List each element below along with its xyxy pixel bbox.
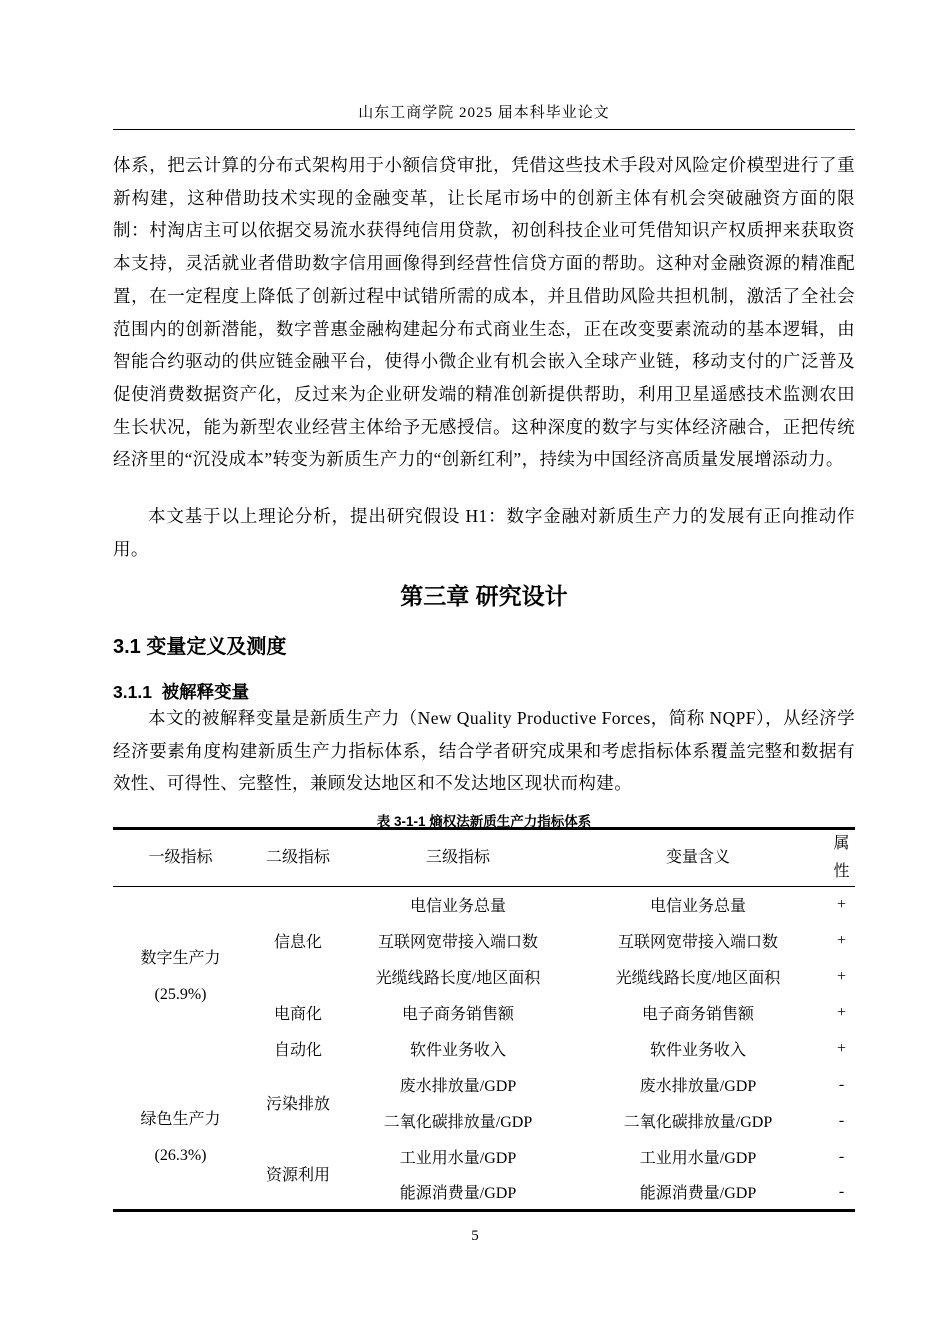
chapter-heading: 第三章 研究设计: [400, 583, 568, 609]
meaning-cell: 电子商务销售额: [641, 1006, 754, 1023]
level1-group-name: 绿色生产力: [140, 1110, 221, 1128]
meaning-cell: 软件业务收入: [649, 1042, 746, 1059]
col-header-meaning: 变量含义: [568, 829, 828, 887]
attribute-cell: +: [836, 931, 847, 949]
indicator-cell: 废水排放量/GDP: [399, 1078, 517, 1095]
page-number: 5: [471, 1228, 479, 1244]
table-caption: 表 3-1-1 熵权法新质生产力指标体系: [376, 814, 592, 829]
level1-group-green: [113, 1067, 248, 1211]
meaning-cell: 二氧化碳排放量/GDP: [623, 1114, 773, 1131]
page-header: [113, 101, 855, 130]
attribute-cell: -: [838, 1111, 845, 1129]
meaning-cell: 工业用水量/GDP: [639, 1150, 757, 1167]
indicator-cell: 电信业务总量: [409, 898, 506, 916]
level2-group-automation: 自动化: [273, 1042, 322, 1059]
indicator-cell: 软件业务收入: [409, 1042, 506, 1059]
indicator-cell: 光缆线路长度/地区面积: [375, 970, 541, 987]
table-row: [113, 1067, 855, 1103]
level1-group-digital: [113, 887, 248, 1067]
meaning-cell: 互联网宽带接入端口数: [617, 934, 778, 951]
col-header-level3: 三级指标: [348, 829, 568, 887]
body-paragraph-continuation: 体系，把云计算的分布式架构用于小额信贷审批，凭借这些技术手段对风险定价模型进行了重新构建，这种借助技术实现的金融变革，让长尾市场中的创新主体有机会突破融资方面的限制：村淘店主可以依据交易流水获得纯信用贷款，初创科技企业可凭借知识产权质押来获取资本支持，灵活就业者借助数字信用画像得到经营性信贷方面的帮助。这种对金融资源的精准配置，在一定程度上降低了创新过程中试错所需的成本，并且借助风险共担机制，激活了全社会范围内的创新潜能，数字普惠金融构建起分布式商业生态，正在改变要素流动的基本逻辑，由智能合约驱动的供应链金融平台，使得小微企业有机会嵌入全球产业链，移动支付的广泛普及促使消费数据资产化，反过来为企业研发端的精准创新提供帮助，利用卫星遥感技术监测农田生长状况，能为新型农业经营主体给予无感授信。这种深度的数字与实体经济融合，正把传统经济里的“沉没成本”转变为新质生产力的“创新红利”，持续为中国经济高质量发展增添动力。: [113, 155, 855, 470]
attribute-cell: -: [838, 1075, 845, 1093]
level2-group-ecommerce: 电商化: [273, 1006, 322, 1023]
indicator-cell: 互联网宽带接入端口数: [377, 934, 538, 951]
section-heading: 3.1 变量定义及测度: [113, 636, 287, 658]
level1-group-name: 数字生产力: [140, 949, 221, 967]
level1-group-weight: (25.9%): [154, 985, 207, 1003]
meaning-cell: 废水排放量/GDP: [639, 1078, 757, 1095]
attribute-cell: -: [838, 1147, 845, 1165]
attribute-cell: -: [838, 1182, 845, 1200]
page-header-text: 山东工商学院 2025 届本科毕业论文: [358, 105, 610, 121]
variable-paragraph: 本文的被解释变量是新质生产力（New Quality Productive Forces，简称 NQPF），从经济学经济要素角度构建新质生产力指标体系，结合学者研究成果和考虑指标体系覆盖完整和数据有效性、可得性、完整性，兼顾发达地区和不发达地区现状而构建。: [113, 708, 855, 794]
meaning-cell: 电信业务总量: [649, 898, 746, 916]
table-row: [113, 887, 855, 923]
level2-group-resource: 资源利用: [265, 1167, 330, 1185]
col-header-level1: 一级指标: [113, 829, 248, 887]
level1-group-weight: (26.3%): [154, 1146, 207, 1164]
attribute-cell: +: [836, 967, 847, 985]
meaning-cell: 能源消费量/GDP: [639, 1185, 757, 1203]
indicator-cell: 工业用水量/GDP: [399, 1150, 517, 1167]
attribute-cell: +: [836, 1039, 847, 1057]
attribute-cell: +: [836, 895, 847, 913]
subsection-heading: 3.1.1 被解释变量: [113, 682, 250, 702]
meaning-cell: 光缆线路长度/地区面积: [615, 970, 781, 987]
indicator-cell: 二氧化碳排放量/GDP: [383, 1114, 533, 1131]
table-header-row: [113, 829, 855, 887]
col-header-attribute: 属性: [828, 829, 855, 887]
col-header-level2: 二级指标: [248, 829, 348, 887]
indicator-cell: 能源消费量/GDP: [399, 1185, 517, 1203]
level2-group-pollution: 污染排放: [265, 1096, 330, 1113]
indicator-cell: 电子商务销售额: [401, 1006, 514, 1023]
hypothesis-paragraph: 本文基于以上理论分析，提出研究假设 H1：数字金融对新质生产力的发展有正向推动作用。: [113, 506, 855, 559]
level2-group-informatization: 信息化: [273, 934, 322, 952]
indicator-table: [113, 827, 855, 1212]
attribute-cell: +: [836, 1003, 847, 1021]
